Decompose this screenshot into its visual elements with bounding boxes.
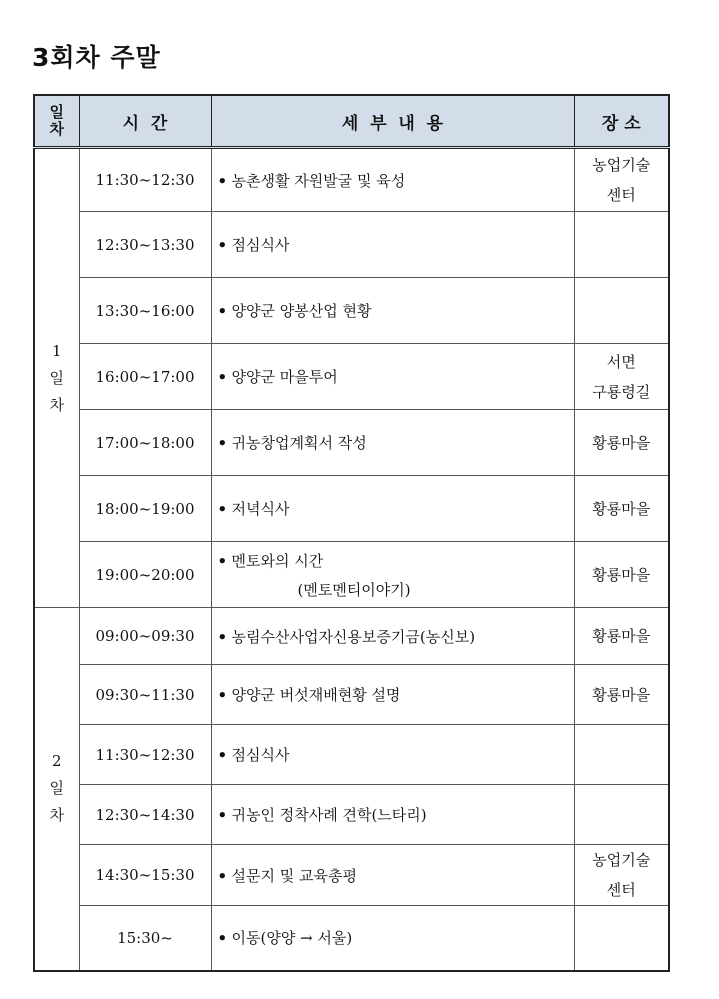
content-text: 농촌생활 자원발굴 및 육성 xyxy=(231,171,406,190)
place-cell xyxy=(574,476,669,542)
bullet-icon: • xyxy=(217,236,228,254)
place-cell xyxy=(574,278,669,344)
content-text: 설문지 및 교육총평 xyxy=(231,866,357,885)
day-label-char: 차 xyxy=(49,395,64,414)
place-text: 센터 xyxy=(606,881,636,899)
bullet-icon: • xyxy=(217,551,228,570)
header-day xyxy=(34,95,79,148)
place-text: 황룡마을 xyxy=(592,685,651,704)
day-label-char: 차 xyxy=(49,806,64,825)
schedule-row xyxy=(34,278,669,344)
place-text: 황룡마을 xyxy=(592,433,651,452)
day-label-char: 1 xyxy=(51,341,62,360)
place-text: 황룡마을 xyxy=(592,565,651,584)
bullet-icon: • xyxy=(217,929,228,948)
bullet-icon: • xyxy=(217,434,228,452)
time-cell: 12:30~14:30 xyxy=(79,785,211,845)
schedule-row xyxy=(34,542,669,608)
content-cell xyxy=(211,845,574,906)
place-cell xyxy=(574,906,669,971)
header-content: 세 부 내 용 xyxy=(211,95,574,148)
time-cell: 16:00~17:00 xyxy=(79,344,211,410)
content-subtext: (멘토멘티이야기) xyxy=(297,580,411,599)
place-cell xyxy=(574,542,669,608)
content-cell xyxy=(211,542,574,608)
place-cell xyxy=(574,608,669,665)
place-text: 황룡마을 xyxy=(592,499,651,518)
content-cell xyxy=(211,608,574,665)
content-text: 양양군 버섯재배현황 설명 xyxy=(231,686,401,704)
bullet-icon: • xyxy=(217,806,228,824)
place-cell xyxy=(574,785,669,845)
content-text: 멘토와의 시간 xyxy=(231,551,324,570)
content-cell xyxy=(211,344,574,410)
schedule-row xyxy=(34,725,669,785)
place-text: 구룡령길 xyxy=(592,382,651,401)
day-label-char: 일 xyxy=(49,368,64,387)
header-day-line2: 차 xyxy=(49,120,64,138)
bullet-icon: • xyxy=(217,500,228,518)
bullet-icon: • xyxy=(217,368,228,386)
header-time: 시 간 xyxy=(79,95,211,148)
schedule-row xyxy=(34,344,669,410)
header-place: 장 소 xyxy=(574,95,669,148)
place-text: 서면 xyxy=(606,352,636,371)
header-day-line1: 일 xyxy=(49,103,64,121)
schedule-row xyxy=(34,212,669,278)
content-text: 양양군 양봉산업 현황 xyxy=(231,302,372,320)
content-cell xyxy=(211,725,574,785)
content-text: 이동(양양 → 서울) xyxy=(231,929,353,948)
content-cell xyxy=(211,278,574,344)
time-cell: 17:00~18:00 xyxy=(79,410,211,476)
content-text: 농림수산사업자신용보증기금(농신보) xyxy=(231,627,476,646)
content-cell xyxy=(211,665,574,725)
content-text: 귀농창업계획서 작성 xyxy=(231,434,367,452)
place-text: 농업기술 xyxy=(592,851,651,869)
time-cell: 19:00~20:00 xyxy=(79,542,211,608)
time-cell: 13:30~16:00 xyxy=(79,278,211,344)
content-cell xyxy=(211,410,574,476)
place-cell xyxy=(574,148,669,212)
content-text: 양양군 마을투어 xyxy=(231,368,338,386)
content-text: 점심식사 xyxy=(231,746,290,764)
schedule-row xyxy=(34,785,669,845)
time-cell: 12:30~13:30 xyxy=(79,212,211,278)
content-cell xyxy=(211,785,574,845)
bullet-icon: • xyxy=(217,627,228,646)
schedule-row xyxy=(34,665,669,725)
content-cell xyxy=(211,906,574,971)
schedule-row xyxy=(34,906,669,971)
time-cell: 11:30~12:30 xyxy=(79,725,211,785)
time-cell: 09:00~09:30 xyxy=(79,608,211,665)
time-cell: 18:00~19:00 xyxy=(79,476,211,542)
place-cell xyxy=(574,665,669,725)
schedule-row xyxy=(34,608,669,665)
time-cell: 09:30~11:30 xyxy=(79,665,211,725)
place-cell xyxy=(574,845,669,906)
schedule-body xyxy=(34,148,669,971)
schedule-row xyxy=(34,845,669,906)
day-label-char: 일 xyxy=(49,779,64,798)
day-label-char: 2 xyxy=(51,752,62,771)
schedule-row xyxy=(34,148,669,212)
bullet-icon: • xyxy=(217,686,228,704)
schedule-row xyxy=(34,476,669,542)
time-cell: 15:30~ xyxy=(79,906,211,971)
bullet-icon: • xyxy=(217,302,228,320)
schedule-row xyxy=(34,410,669,476)
place-cell xyxy=(574,344,669,410)
place-cell xyxy=(574,725,669,785)
content-text: 점심식사 xyxy=(231,236,290,254)
place-text: 센터 xyxy=(606,186,636,204)
bullet-icon: • xyxy=(217,866,228,885)
time-cell: 14:30~15:30 xyxy=(79,845,211,906)
day-label xyxy=(34,148,79,608)
content-cell xyxy=(211,212,574,278)
content-text: 저녁식사 xyxy=(231,500,290,518)
place-text: 황룡마을 xyxy=(592,627,651,645)
content-cell xyxy=(211,148,574,212)
time-cell: 11:30~12:30 xyxy=(79,148,211,212)
place-cell xyxy=(574,410,669,476)
day-label xyxy=(34,608,79,971)
table-header-row xyxy=(34,95,669,148)
schedule-table xyxy=(33,94,670,972)
place-text: 농업기술 xyxy=(592,156,651,174)
content-cell xyxy=(211,476,574,542)
content-text: 귀농인 정착사례 견학(느타리) xyxy=(231,806,427,824)
bullet-icon: • xyxy=(217,171,228,190)
place-cell xyxy=(574,212,669,278)
bullet-icon: • xyxy=(217,746,228,764)
page-title: 3회차 주말 xyxy=(32,43,161,72)
